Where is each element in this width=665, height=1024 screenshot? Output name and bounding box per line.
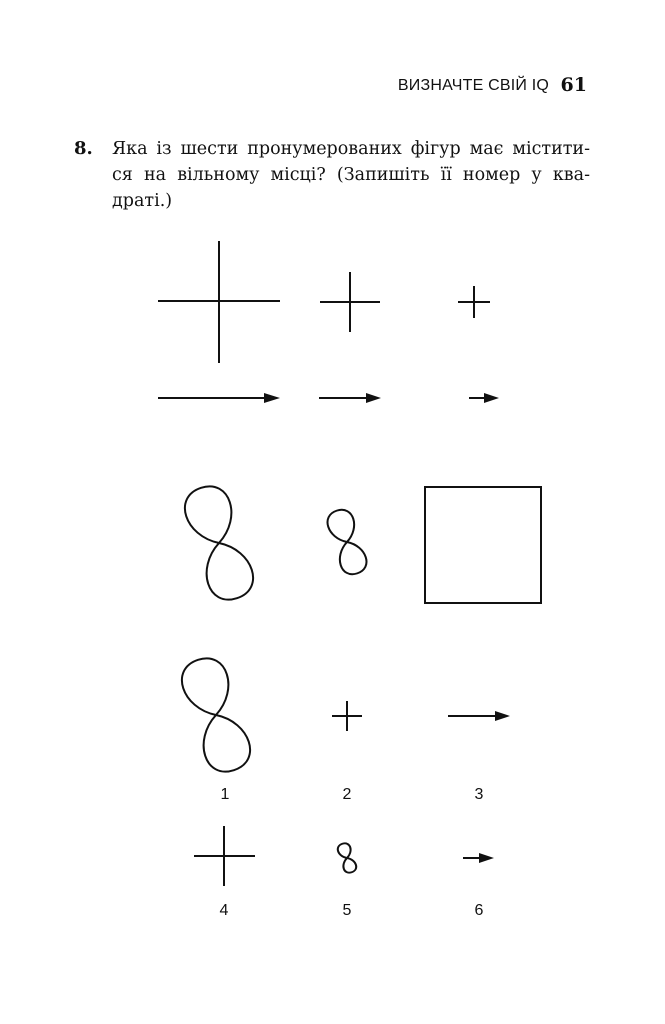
empty-answer-square[interactable] xyxy=(425,487,541,603)
option-label-5[interactable]: 5 xyxy=(342,902,352,919)
question-number: 8. xyxy=(74,138,93,159)
option-label-6[interactable]: 6 xyxy=(474,902,484,919)
large-figure-eight-icon xyxy=(179,481,258,605)
small-arrow xyxy=(469,393,499,403)
option-label-1[interactable]: 1 xyxy=(220,786,230,803)
option-label-2[interactable]: 2 xyxy=(342,786,352,803)
option-label-4[interactable]: 4 xyxy=(219,902,229,919)
option-2-cross-icon xyxy=(332,701,362,731)
medium-cross xyxy=(320,272,380,332)
option-1-figure-eight-icon xyxy=(176,653,255,777)
option-4-cross-icon xyxy=(194,826,255,886)
option-5-figure-eight-icon xyxy=(336,842,357,874)
large-arrow xyxy=(158,393,280,403)
page-number: 61 xyxy=(560,74,587,96)
medium-arrow xyxy=(319,393,381,403)
small-cross xyxy=(458,286,490,318)
option-label-3[interactable]: 3 xyxy=(474,786,484,803)
question-line-1: Яка із шести пронумерованих фігур має містити- xyxy=(112,139,590,159)
question-line-3: драті.) xyxy=(112,191,173,211)
running-title: ВИЗНАЧТЕ СВІЙ IQ xyxy=(397,77,549,94)
medium-figure-eight-icon xyxy=(324,507,369,578)
large-cross xyxy=(158,241,280,363)
option-3-arrow-icon xyxy=(448,711,510,721)
question-line-2: ся на вільному місці? (Запишіть її номер у ква- xyxy=(112,165,590,185)
option-6-arrow-icon xyxy=(463,853,494,863)
